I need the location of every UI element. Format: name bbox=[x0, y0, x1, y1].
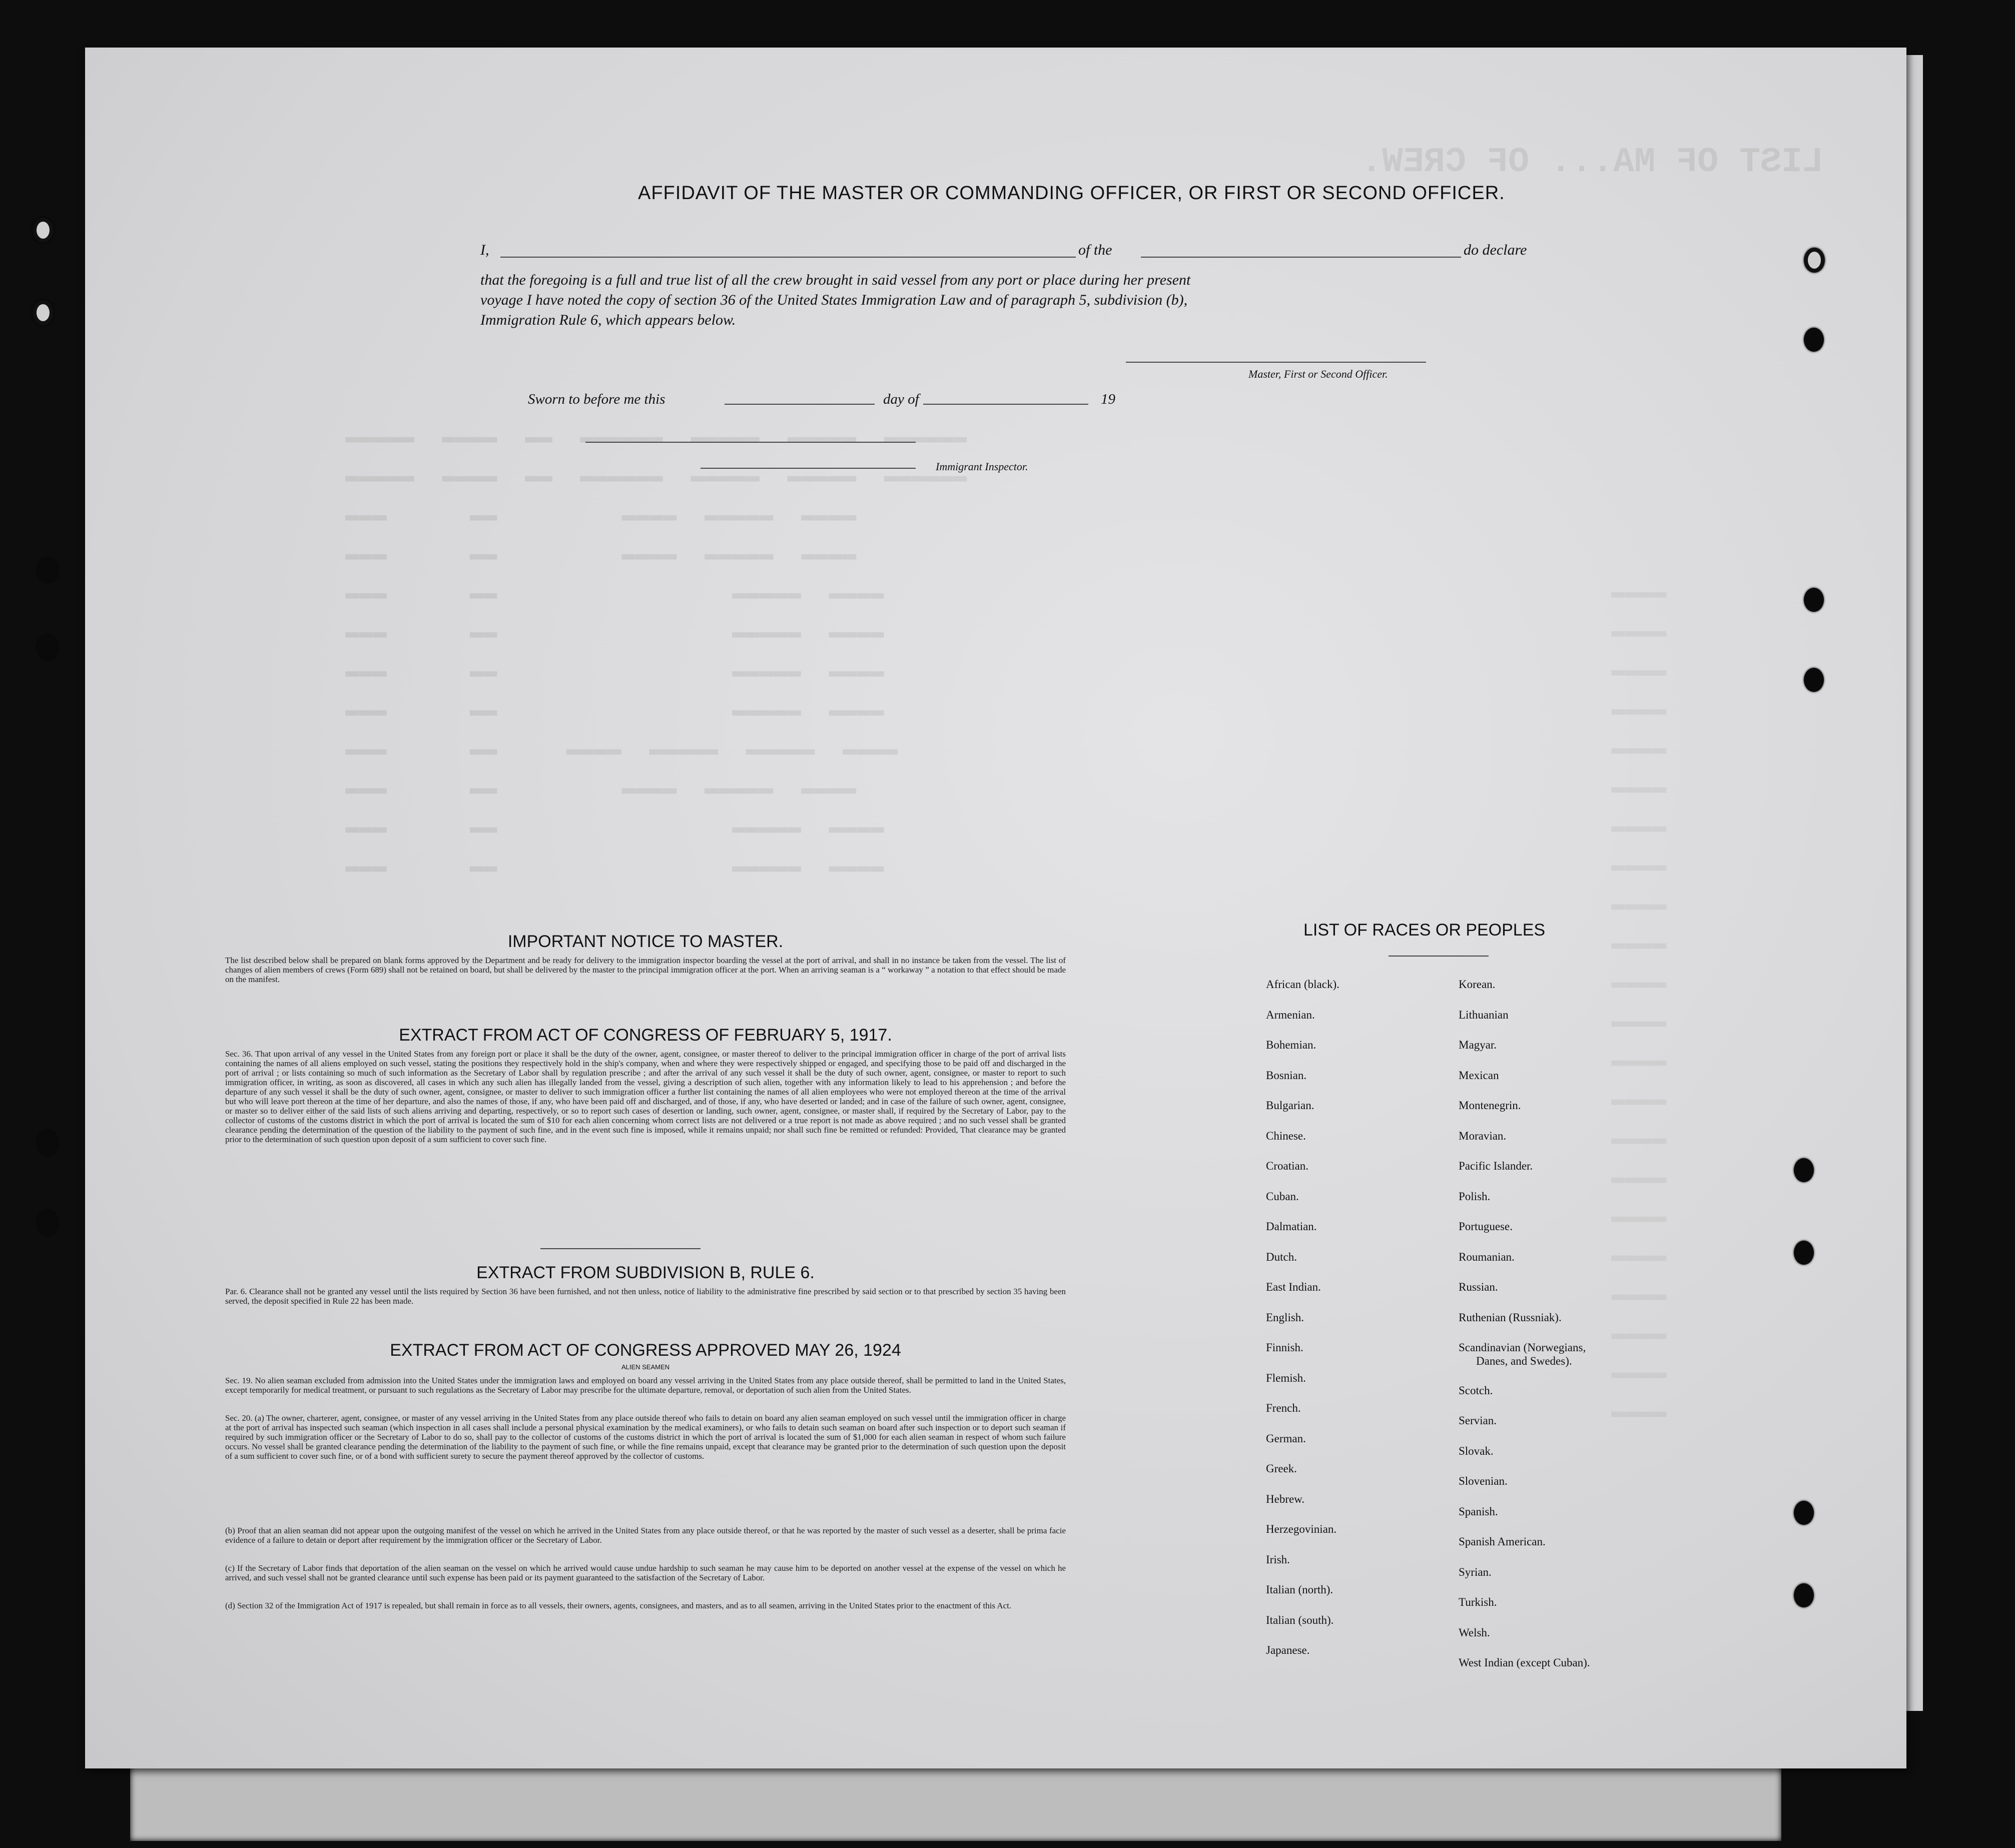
race-item: Bosnian. bbox=[1266, 1069, 1307, 1082]
race-item: Croatian. bbox=[1266, 1160, 1308, 1172]
declarant-name-line bbox=[500, 257, 1076, 258]
race-item: French. bbox=[1266, 1402, 1301, 1414]
race-item: Turkish. bbox=[1459, 1596, 1497, 1608]
extract-1924-sec19: Sec. 19. No alien seaman excluded from admission into the United States under the immigration laws and employed on board any vessel arriving in the United States from any place outside thereof, shall be permitted to land in the United States, except temporarily for medical treatment, or pursuant to such regulations as the Secretary of Labor may prescribe for the ultimate departure, removal, or deportation of such alien from the United States. bbox=[225, 1376, 1066, 1395]
declaration-line-1: that the foregoing is a full and true list of all the crew brought in said vessel from any port or place during her present bbox=[480, 272, 1191, 288]
inspector-signature-line-2 bbox=[701, 468, 916, 469]
race-item: Korean. bbox=[1459, 978, 1496, 991]
race-item: Italian (north). bbox=[1266, 1583, 1333, 1596]
extract-1924-sec20b: (b) Proof that an alien seaman did not appear upon the outgoing manifest of the vessel on which he arrived in the United States from any place outside thereof, or that he was reported by the master of such vessel as a deserter, shall be prima facie evidence of a failure to detain or deport after requirement by the immigration officer or the Secretary of Labor. bbox=[225, 1526, 1066, 1545]
race-item: Spanish. bbox=[1459, 1505, 1498, 1518]
race-item: Dutch. bbox=[1266, 1250, 1297, 1263]
race-item: Syrian. bbox=[1459, 1565, 1492, 1578]
race-item: Bohemian. bbox=[1266, 1039, 1316, 1051]
race-item: East Indian. bbox=[1266, 1281, 1321, 1293]
declaration-line-2: voyage I have noted the copy of section 36 of the United States Immigration Law and of paragraph 5, subdivision (b), bbox=[480, 292, 1188, 308]
race-item: English. bbox=[1266, 1311, 1304, 1324]
race-item: Hebrew. bbox=[1266, 1492, 1305, 1505]
race-item: Irish. bbox=[1266, 1553, 1290, 1566]
extract-1917-text: Sec. 36. That upon arrival of any vessel in the United States from any foreign port or place it shall be the duty of the owner, agent, consignee, or master thereof to deliver to the principal immigration officer in charge of the port of arrival lists containing the names of all aliens employed on such vessel, stating the positions they respectively hold in the ship's company, when and where they were respectively shipped or engaged, and specifying those to be paid off and discharged in the port of arrival ; or lists containing so much of such information as the Secretary of Labor shall by regulation prescribe ; and after the arrival of any such vessel it shall be the duty of such owner, agent, consignee, or master to report to such immigration officer, in writing, as soon as discovered, all cases in which any such alien has illegally landed from the vessel, giving a description of such alien, together with any information likely to lead to his apprehension ; and before the departure of any such vessel it shall be the duty of such owner, agent, consignee, or master to deliver to such immigration officer a further list containing the names of all alien employees who were not employed thereon at the time of the arrival but who will leave port thereon at the time of her departure, and also the names of those, if any, who have been paid off and discharged, and of those, if any, who have deserted or landed; and in case of the failure of such owner, agent, consignee, or master so to deliver either of the said lists of such aliens arriving and departing, respectively, or so to report such cases of desertion or landing, such owner, agent, consignee, or master shall, if required by the Secretary of Labor, pay to the collector of customs of the customs district in which the port of arrival is located the sum of $10 for each alien concerning whom correct lists are not delivered or a true report is not made as above required ; and no such vessel shall be granted clearance pending the determination of the question of the liability to the payment of such fine, and in the event such fine is imposed, while it remains unpaid; nor shall such fine be remitted or refunded: Provided, That clearance may be granted prior to the determination of such question upon deposit of a sum sufficient to cover such fine. bbox=[225, 1049, 1066, 1144]
race-item: Dalmatian. bbox=[1266, 1220, 1317, 1233]
race-item: Flemish. bbox=[1266, 1371, 1306, 1384]
race-item: Lithuanian bbox=[1459, 1008, 1509, 1021]
sworn-day-line bbox=[725, 404, 875, 405]
race-item: Scotch. bbox=[1459, 1384, 1493, 1397]
race-item: Portuguese. bbox=[1459, 1220, 1513, 1233]
race-item: Greek. bbox=[1266, 1462, 1297, 1475]
binder-hole bbox=[1794, 1583, 1814, 1607]
race-item: Pacific Islander. bbox=[1459, 1160, 1533, 1172]
race-item: Japanese. bbox=[1266, 1644, 1310, 1656]
year-label: 19 bbox=[1101, 391, 1115, 407]
race-item: Magyar. bbox=[1459, 1039, 1497, 1051]
binder-hole bbox=[1804, 328, 1824, 352]
race-item: Finnish. bbox=[1266, 1341, 1303, 1354]
binder-hole bbox=[38, 635, 58, 659]
do-declare-label: do declare bbox=[1464, 242, 1527, 258]
declaration-line-3: Immigration Rule 6, which appears below. bbox=[480, 312, 736, 328]
inspector-signature-line-1 bbox=[585, 442, 916, 443]
race-item: Ruthenian (Russniak). bbox=[1459, 1311, 1562, 1324]
binder-hole bbox=[38, 1131, 58, 1155]
bleed-through-rows: ▬▬▬▬▬ ▬▬▬▬ ▬▬ ▬▬▬▬▬▬ ▬▬▬▬▬ ▬▬▬▬▬ ▬▬▬▬▬▬ ▬▬▬▬▬ ▬▬▬▬ ▬▬ ▬▬▬▬▬▬ ▬▬▬▬▬ ▬▬▬▬▬ ▬▬▬▬▬▬ ▬▬▬ ▬▬ ▬▬▬▬ ▬▬▬▬▬ ▬▬▬▬ ▬▬▬ ▬▬ ▬▬▬▬ ▬▬▬▬▬ ▬▬▬▬ ▬▬▬ ▬▬ ▬▬▬▬▬ ▬▬▬▬ ▬▬▬ ▬▬ ▬▬▬▬▬ ▬▬▬▬ ▬▬▬ ▬▬ ▬▬▬▬▬ ▬▬▬▬ ▬▬▬ ▬▬ ▬▬▬▬▬ ▬▬▬▬ ▬▬▬ ▬▬ ▬▬▬▬ ▬▬▬▬▬ ▬▬▬▬▬ ▬▬▬▬ ▬▬▬ ▬▬ ▬▬▬▬ ▬▬▬▬▬ ▬▬▬▬ ▬▬▬ ▬▬ ▬▬▬▬▬ ▬▬▬▬ ▬▬▬ ▬▬ ▬▬▬▬▬ ▬▬▬▬ bbox=[345, 424, 967, 879]
inspector-caption: Immigrant Inspector. bbox=[936, 460, 1028, 473]
race-item: Slovenian. bbox=[1459, 1475, 1508, 1487]
declarant-label: I, bbox=[480, 242, 489, 258]
race-item: Slovak. bbox=[1459, 1444, 1494, 1457]
race-item: African (black). bbox=[1266, 978, 1339, 991]
race-item-continuation: Danes, and Swedes). bbox=[1476, 1355, 1572, 1367]
race-item: Moravian. bbox=[1459, 1129, 1507, 1142]
race-item: Polish. bbox=[1459, 1190, 1491, 1203]
notice-text: The list described below shall be prepared on blank forms approved by the Department and be ready for delivery to the immigration inspector boarding the vessel at the port of arrival, and shall in no instance be taken from the vessel. The list of changes of alien members of crews (Form 689) shall not be retained on board, but shall be delivered by the master to the principal immigration officer at the port. When an arriving seaman is a “ workaway ” a notation to that effect should be made on the manifest. bbox=[225, 956, 1066, 984]
race-item: German. bbox=[1266, 1432, 1306, 1445]
extract-1924-sec20c: (c) If the Secretary of Labor finds that deportation of the alien seaman on the vessel on which he arrived would cause undue hardship to such seaman he may cause him to be deported on another vessel at the expense of the vessel on which he arrived, and such vessel shall not be granted clearance until such expense has been paid or its payment guaranteed to the satisfaction of the Secretary of Labor. bbox=[225, 1563, 1066, 1582]
extract-1924-sec20d: (d) Section 32 of the Immigration Act of 1917 is repealed, but shall remain in force as to all vessels, their owners, agents, consignees, and masters, and as to all seamen, arriving in the United States prior to the enactment of this Act. bbox=[225, 1601, 1012, 1610]
binder-hole bbox=[1804, 668, 1824, 692]
races-title-rule bbox=[1389, 956, 1489, 957]
affidavit-title: AFFIDAVIT OF THE MASTER OR COMMANDING OFFICER, OR FIRST OR SECOND OFFICER. bbox=[638, 183, 1505, 204]
extract-1924-sec20a: Sec. 20. (a) The owner, charterer, agent, consignee, or master of any vessel arriving in the United States from any place outside thereof who fails to detain on board any alien seaman employed on such vessel until the immigration officer in charge at the port of arrival has inspected such seaman (which inspection in all cases shall include a personal physical examination by the medical examiners), or who fails to detain such seaman on board after such inspection or to deport such seaman if required by such immigration officer or the Secretary of Labor to do so, shall pay to the collector of customs of the customs district in which the port of arrival is located the sum of $1,000 for each alien seaman in respect of whom such failure occurs. No vessel shall be granted clearance pending the determination of the liability to the payment of such fine, or while the fine remains unpaid, except that clearance may be granted prior to the determination of such question upon the deposit of a sum sufficient to cover such fine, or of a bond with sufficient surety to secure the payment thereof approved by the collector of customs. bbox=[225, 1413, 1066, 1461]
race-item: Welsh. bbox=[1459, 1626, 1490, 1639]
of-the-label: of the bbox=[1078, 242, 1112, 258]
binder-hole bbox=[38, 558, 58, 582]
race-item: Spanish American. bbox=[1459, 1535, 1546, 1548]
race-item: Armenian. bbox=[1266, 1008, 1315, 1021]
extract-rule6-title: EXTRACT FROM SUBDIVISION B, RULE 6. bbox=[476, 1263, 815, 1282]
extract-1924-title: EXTRACT FROM ACT OF CONGRESS APPROVED MAY 26, 1924 bbox=[390, 1341, 901, 1360]
race-item: Russian. bbox=[1459, 1281, 1498, 1293]
race-item: Cuban. bbox=[1266, 1190, 1299, 1203]
race-item: Servian. bbox=[1459, 1414, 1497, 1427]
race-item: West Indian (except Cuban). bbox=[1459, 1656, 1590, 1669]
bleed-through-column: ▬▬▬▬ ▬▬▬▬ ▬▬▬▬ ▬▬▬▬ ▬▬▬▬ ▬▬▬▬ ▬▬▬▬ ▬▬▬▬ ▬▬▬▬ ▬▬▬▬ ▬▬▬▬ ▬▬▬▬ ▬▬▬▬ ▬▬▬▬ ▬▬▬▬ ▬▬▬▬ ▬▬▬▬ ▬▬▬▬ ▬▬▬▬ ▬▬▬▬ ▬▬▬▬ ▬▬▬▬ bbox=[1611, 579, 1667, 1425]
binder-hole bbox=[1794, 1501, 1814, 1525]
sworn-label: Sworn to before me this bbox=[528, 391, 665, 407]
binder-hole bbox=[1794, 1158, 1814, 1182]
race-item: Italian (south). bbox=[1266, 1613, 1334, 1626]
races-title: LIST OF RACES OR PEOPLES bbox=[1303, 920, 1546, 940]
master-signature-caption: Master, First or Second Officer. bbox=[1248, 368, 1388, 380]
race-item: Bulgarian. bbox=[1266, 1099, 1314, 1112]
race-item: Scandinavian (Norwegians, bbox=[1459, 1341, 1586, 1354]
race-item: Montenegrin. bbox=[1459, 1099, 1521, 1112]
extract-rule6-text: Par. 6. Clearance shall not be granted any vessel until the lists required by Section 36 have been furnished, and not then unless, notice of liability to the administrative fine prescribed by said section or to that prescribed by section 35 having been served, the deposit specified in Rule 22 has been made. bbox=[225, 1287, 1066, 1306]
binder-hole bbox=[33, 218, 54, 243]
extract-1917-title: EXTRACT FROM ACT OF CONGRESS OF FEBRUARY 5, 1917. bbox=[399, 1026, 892, 1045]
day-of-label: day of bbox=[883, 391, 919, 407]
race-item: Mexican bbox=[1459, 1069, 1499, 1082]
race-item: Herzegovinian. bbox=[1266, 1523, 1337, 1535]
notice-title: IMPORTANT NOTICE TO MASTER. bbox=[507, 932, 784, 951]
document-page bbox=[85, 48, 1906, 1768]
binder-hole bbox=[1804, 588, 1824, 612]
race-item: Chinese. bbox=[1266, 1129, 1306, 1142]
section-divider bbox=[540, 1248, 701, 1249]
sworn-month-line bbox=[923, 404, 1088, 405]
vessel-name-line bbox=[1141, 257, 1461, 258]
binder-hole bbox=[1804, 248, 1825, 273]
bleed-through-text: LIST OF MA... OF CREW. bbox=[1361, 143, 1824, 182]
binder-hole bbox=[33, 300, 54, 325]
master-signature-line bbox=[1126, 362, 1426, 363]
binder-hole bbox=[38, 1211, 58, 1235]
binder-hole bbox=[1794, 1241, 1814, 1265]
race-item: Roumanian. bbox=[1459, 1250, 1515, 1263]
extract-1924-subtitle: ALIEN SEAMEN bbox=[621, 1363, 670, 1371]
